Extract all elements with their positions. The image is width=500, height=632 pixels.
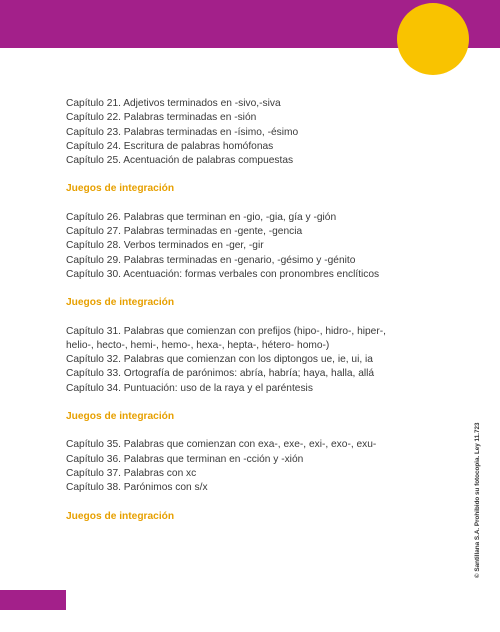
chapter-line: Capítulo 31. Palabras que comienzan con prefijos (hipo-, hidro-, hiper-,: [66, 325, 386, 337]
chapter-line: Capítulo 35. Palabras que comienzan con exa-, exe-, exi-, exo-, exu-: [66, 439, 377, 451]
chapter-line: Capítulo 33. Ortografía de parónimos: abría, habría; haya, halla, allá: [66, 368, 375, 380]
chapter-line: Capítulo 37. Palabras con xc: [66, 467, 197, 479]
chapter-group: [66, 211, 406, 311]
chapter-line: Capítulo 22. Palabras terminadas en -sión: [66, 112, 257, 124]
section-title: Juegos de integración: [66, 297, 175, 309]
copyright-note: © Santillana S.A. Prohibido su fotocopia. Ley 11.723: [474, 422, 481, 578]
chapter-line: Capítulo 28. Verbos terminados en -ger, -gir: [66, 240, 264, 252]
section-title: Juegos de integración: [66, 510, 175, 522]
section-title: Juegos de integración: [66, 183, 175, 195]
chapter-line: Capítulo 27. Palabras terminadas en -gente, -gencia: [66, 226, 303, 238]
chapter-line: Capítulo 34. Puntuación: uso de la raya y el paréntesis: [66, 382, 313, 394]
chapter-line: Capítulo 21. Adjetivos terminados en -sivo,-siva: [66, 98, 281, 109]
chapter-group: [66, 438, 406, 523]
chapter-group: [66, 97, 406, 197]
chapter-line: Capítulo 38. Parónimos con s/x: [66, 482, 208, 494]
chapter-line: Capítulo 23. Palabras terminadas en -ísimo, -ésimo: [66, 126, 299, 138]
chapter-line: Capítulo 32. Palabras que comienzan con los diptongos ue, ie, ui, ia: [66, 354, 373, 366]
chapter-line: Capítulo 25. Acentuación de palabras compuestas: [66, 155, 294, 167]
chapter-line: helio-, hecto-, hemi-, hemo-, hexa-, hepta-, hétero- homo-): [66, 339, 330, 351]
decorative-circle: [397, 3, 469, 75]
footer-tab: [0, 590, 66, 610]
chapter-line: Capítulo 26. Palabras que terminan en -gio, -gia, gía y -gión: [66, 211, 337, 223]
chapter-line: Capítulo 24. Escritura de palabras homófonas: [66, 140, 274, 152]
chapter-group: [66, 325, 406, 425]
chapter-line: Capítulo 36. Palabras que terminan en -cción y -xión: [66, 453, 304, 465]
table-of-contents: [66, 97, 406, 538]
section-title: Juegos de integración: [66, 411, 175, 423]
chapter-line: Capítulo 30. Acentuación: formas verbales con pronombres enclíticos: [66, 268, 380, 280]
chapter-line: Capítulo 29. Palabras terminadas en -genario, -gésimo y -génito: [66, 254, 356, 266]
